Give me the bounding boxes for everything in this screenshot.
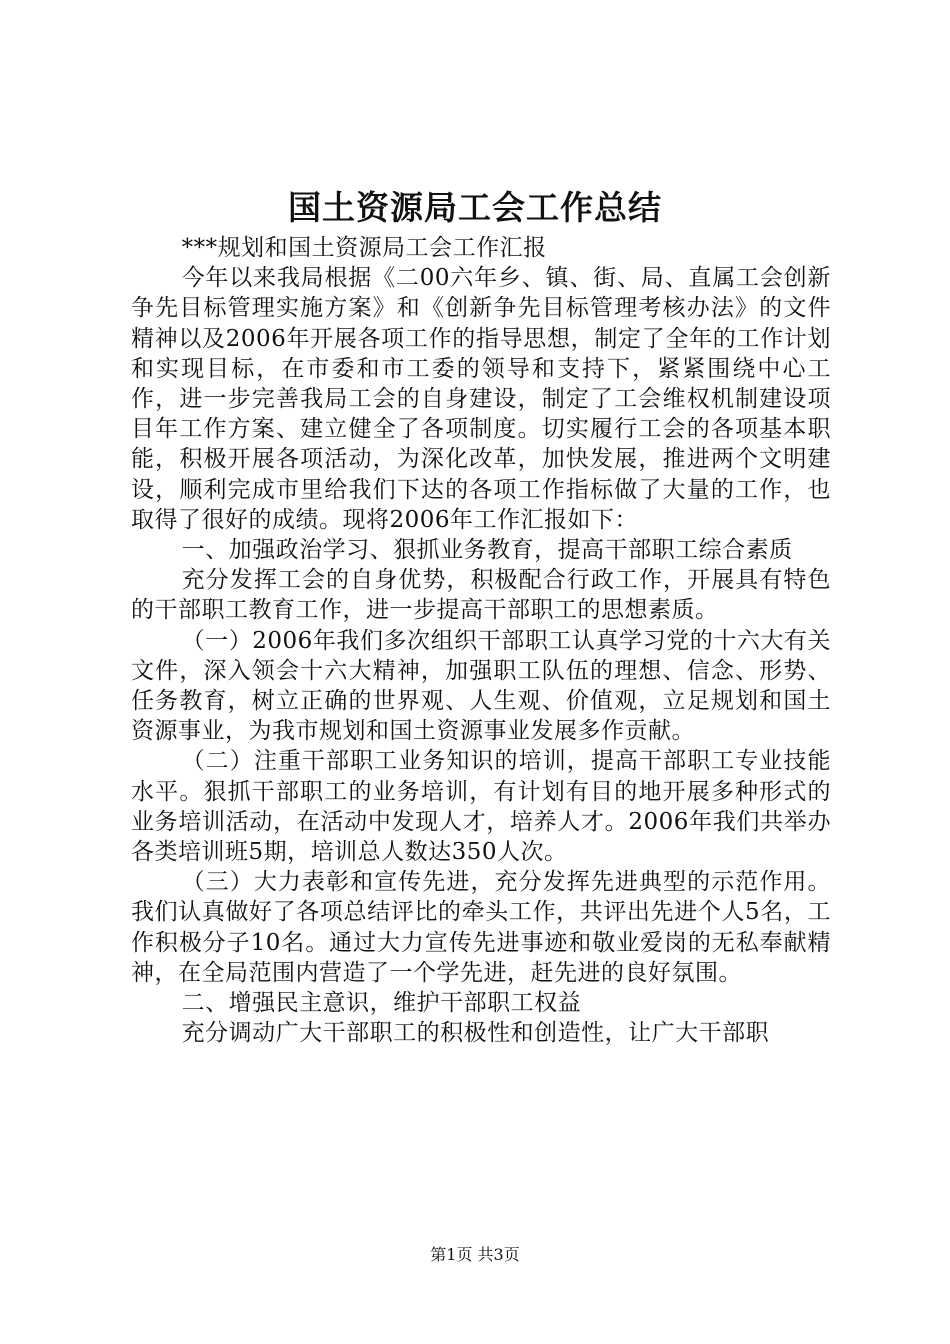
paragraph-subtitle: ***规划和国土资源局工会工作汇报 <box>181 235 547 261</box>
page-footer: 第1页 共3页 <box>430 1245 520 1264</box>
paragraph: （三）大力表彰和宣传先进，充分发挥先进典型的示范作用。我们认真做好了各项总结评比的牵头工作，共评出先进个人5名，工作积极分子10名。通过大力宣传先进事迹和敬业爱岗的无私奉献精神，在全局范围内营造了一个学先进，赶先进的良好氛围。 <box>131 869 831 986</box>
paragraph-intro: 今年以来我局根据《二00六年乡、镇、街、局、直属工会创新争先目标管理实施方案》和《创新争先目标管理考核办法》的文件精神以及2006年开展各项工作的指导思想，制定了全年的工作计划和实现目标，在市委和市工委的领导和支持下，紧紧围绕中心工作，进一步完善我局工会的自身建设，制定了工会维权机制建设项目年工作方案、建立健全了各项制度。切实履行工会的各项基本职能，积极开展各项活动，为深化改革，加快发展，推进两个文明建设，顺利完成市里给我们下达的各项工作指标做了大量的工作，也取得了很好的成绩。现将2006年工作汇报如下： <box>131 265 831 533</box>
document-body <box>131 233 831 1048</box>
section-heading-2: 二、增强民主意识，维护干部职工权益 <box>181 990 582 1017</box>
section-heading-1: 一、加强政治学习、狠抓业务教育，提高干部职工综合素质 <box>181 537 793 564</box>
paragraph: （一）2006年我们多次组织干部职工认真学习党的十六大有关文件，深入领会十六大精神，加强职工队伍的理想、信念、形势、任务教育，树立正确的世界观、人生观、价值观，立足规划和国土资源事业，为我市规划和国土资源事业发展多作贡献。 <box>131 627 831 745</box>
paragraph: 充分发挥工会的自身优势，积极配合行政工作，开展具有特色的干部职工教育工作，进一步提高干部职工的思想素质。 <box>131 567 831 624</box>
document-title: 国土资源局工会工作总结 <box>288 188 662 227</box>
paragraph: 充分调动广大干部职工的积极性和创造性，让广大干部职 <box>181 1020 770 1047</box>
paragraph: （二）注重干部职工业务知识的培训，提高干部职工专业技能水平。狠抓干部职工的业务培训，有计划有目的地开展多种形式的业务培训活动，在活动中发现人才，培养人才。2006年我们共举办各类培训班5期，培训总人数达350人次。 <box>131 748 831 866</box>
